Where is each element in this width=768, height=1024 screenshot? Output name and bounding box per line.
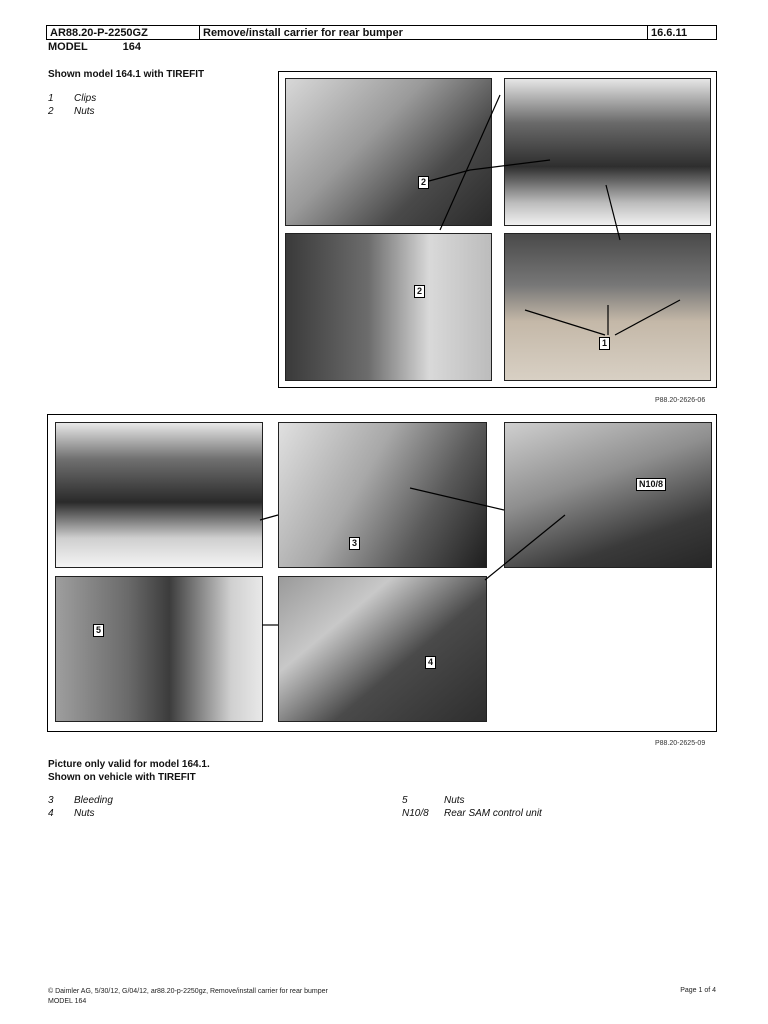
legend-item-2: 2 Nuts	[48, 106, 95, 117]
doc-title: Remove/install carrier for rear bumper	[200, 26, 648, 39]
footer	[48, 987, 328, 1007]
footer-copyright: © Daimler AG, 5/30/12, G/04/12, ar88.20-p-2250gz, Remove/install carrier for rear bumper	[48, 988, 328, 995]
figure-2-frame	[47, 414, 717, 732]
photo-nuts-5	[55, 576, 263, 722]
doc-date: 16.6.11	[651, 27, 688, 39]
model-value: 164	[122, 41, 141, 53]
callout-2-bottom: 2	[414, 285, 425, 298]
photo-vehicle-rear	[55, 422, 263, 568]
section1-caption: Shown model 164.1 with TIREFIT	[48, 69, 205, 80]
legend-item-3: 3 Bleeding	[48, 795, 113, 806]
callout-3: 3	[349, 537, 360, 550]
callout-5: 5	[93, 624, 104, 637]
callout-4: 4	[425, 656, 436, 669]
callout-1: 1	[599, 337, 610, 350]
photo-trunk-floor-clips	[504, 233, 711, 381]
legend-item-5: 5 Nuts	[402, 795, 465, 806]
footer-model: MODEL 164	[48, 998, 87, 1005]
photo-side-trim-nuts	[285, 233, 492, 381]
section2-caption	[48, 758, 210, 784]
section2-caption-line2: Shown on vehicle with TIREFIT	[48, 772, 196, 783]
model-line	[48, 41, 141, 53]
legend-item-4: 4 Nuts	[48, 808, 95, 819]
page-number: Page 1 of 4	[680, 987, 716, 994]
figure-2-ref: P88.20-2625-09	[655, 740, 706, 747]
photo-nuts-4	[278, 576, 487, 722]
header-table	[46, 25, 717, 40]
figure-1-frame	[278, 71, 717, 388]
legend-item-1: 1 Clips	[48, 93, 97, 104]
legend-item-n10-8: N10/8 Rear SAM control unit	[402, 808, 542, 819]
photo-rear-sam-unit	[504, 422, 712, 568]
figure-1-ref: P88.20-2626-06	[655, 397, 706, 404]
section2-caption-line1: Picture only valid for model 164.1.	[48, 759, 210, 770]
model-label: MODEL	[48, 41, 88, 53]
photo-bleeding-vent	[278, 422, 487, 568]
doc-number: AR88.20-P-2250GZ	[47, 26, 200, 39]
photo-vehicle-rear-open	[504, 78, 711, 226]
callout-2-top: 2	[418, 176, 429, 189]
callout-n10-8: N10/8	[636, 478, 666, 491]
photo-trunk-side-panel	[285, 78, 492, 226]
